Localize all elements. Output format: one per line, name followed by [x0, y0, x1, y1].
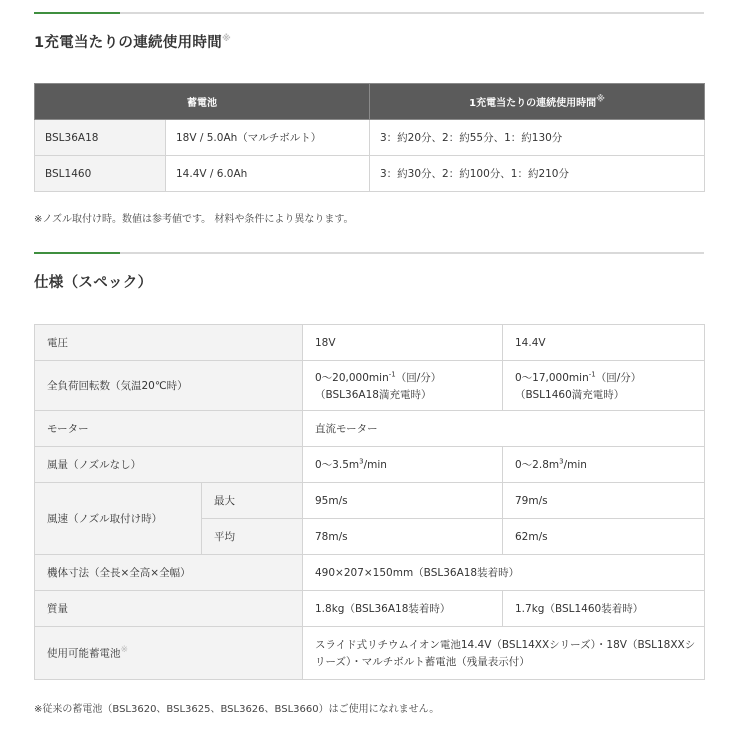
spec-table: [34, 324, 705, 680]
spec-value-18v: 95m/s: [303, 483, 503, 519]
divider-accent: [34, 12, 120, 14]
header-note-mark: ※: [596, 94, 605, 105]
spec-label: 全負荷回転数（気温20℃時）: [35, 361, 303, 411]
spec-value: 直流モーター: [303, 411, 705, 447]
header-battery: 蓄電池: [35, 84, 370, 120]
spec-value-18v: 1.8kg（BSL36A18装着時）: [303, 591, 503, 627]
spec-row-weight: [35, 591, 705, 627]
spec-value-14v: 79m/s: [503, 483, 705, 519]
spec-section-title: 仕様（スペック）: [34, 275, 153, 291]
battery-runtime: 3：約20分、2：約55分、1：約130分: [370, 120, 705, 156]
spec-value-14v: 1.7kg（BSL1460装着時）: [503, 591, 705, 627]
spec-value-14v: 14.4V: [503, 325, 705, 361]
spec-sublabel-max: 最大: [202, 483, 303, 519]
battery-model: BSL1460: [35, 156, 166, 192]
spec-row-dimensions: [35, 555, 705, 591]
battery-model: BSL36A18: [35, 120, 166, 156]
spec-value: スライド式リチウムイオン電池14.4V（BSL14XXシリーズ）・18V（BSL18XXシ リーズ）・マルチボルト蓄電池（残量表示付）: [303, 627, 705, 680]
header-runtime: 1充電当たりの連続使用時間※: [370, 84, 705, 120]
spec-label: 質量: [35, 591, 303, 627]
spec-row-voltage: [35, 325, 705, 361]
spec-label: 機体寸法（全長×全高×全幅）: [35, 555, 303, 591]
spec-label: モーター: [35, 411, 303, 447]
spec-value-18v: 78m/s: [303, 519, 503, 555]
spec-row-air-speed-max: [35, 483, 705, 519]
table-row: [35, 120, 705, 156]
spec-value-18v: $0\sim 20,000\min^{-1}$（回/分） （BSL36A18満充電時）: [303, 361, 503, 411]
battery-runtime: 3：約30分、2：約100分、1：約210分: [370, 156, 705, 192]
spec-row-motor: [35, 411, 705, 447]
spec-label: 風量（ノズルなし）: [35, 447, 303, 483]
spec-value-14v: $0\sim 2.8m^3/\min$: [503, 447, 705, 483]
spec-row-no-load-speed: [35, 361, 705, 411]
table-header-row: [35, 84, 705, 120]
spec-row-air-volume: [35, 447, 705, 483]
battery-spec: 14.4V / 6.0Ah: [166, 156, 370, 192]
spec-label: 電圧: [35, 325, 303, 361]
runtime-note: ※ノズル取付け時。数値は参考値です。 材料や条件により異なります。: [34, 214, 354, 225]
spec-value: 490×207×150mm（BSL36A18装着時）: [303, 555, 705, 591]
spec-label: 風速（ノズル取付け時）: [35, 483, 202, 555]
runtime-section-title: 1充電当たりの連続使用時間※: [34, 34, 232, 51]
table-row: [35, 156, 705, 192]
spec-label: 使用可能蓄電池※: [35, 627, 303, 680]
spec-note: ※従来の蓄電池（BSL3620、BSL3625、BSL3626、BSL3660）はご使用になれません。: [34, 704, 440, 715]
section-divider-spec: [34, 252, 704, 254]
divider-accent: [34, 252, 120, 254]
spec-row-battery: [35, 627, 705, 680]
section-divider-top: [34, 12, 704, 14]
spec-value-14v: 62m/s: [503, 519, 705, 555]
spec-sublabel-avg: 平均: [202, 519, 303, 555]
title-note-mark: ※: [222, 34, 232, 45]
battery-spec: 18V / 5.0Ah（マルチボルト）: [166, 120, 370, 156]
spec-value-14v: $0\sim 17,000\min^{-1}$（回/分） （BSL1460満充電時）: [503, 361, 705, 411]
spec-value-18v: $0\sim 3.5m^3/\min$: [303, 447, 503, 483]
spec-value-18v: 18V: [303, 325, 503, 361]
battery-runtime-table: [34, 83, 705, 192]
battery-note-mark: ※: [120, 645, 129, 656]
